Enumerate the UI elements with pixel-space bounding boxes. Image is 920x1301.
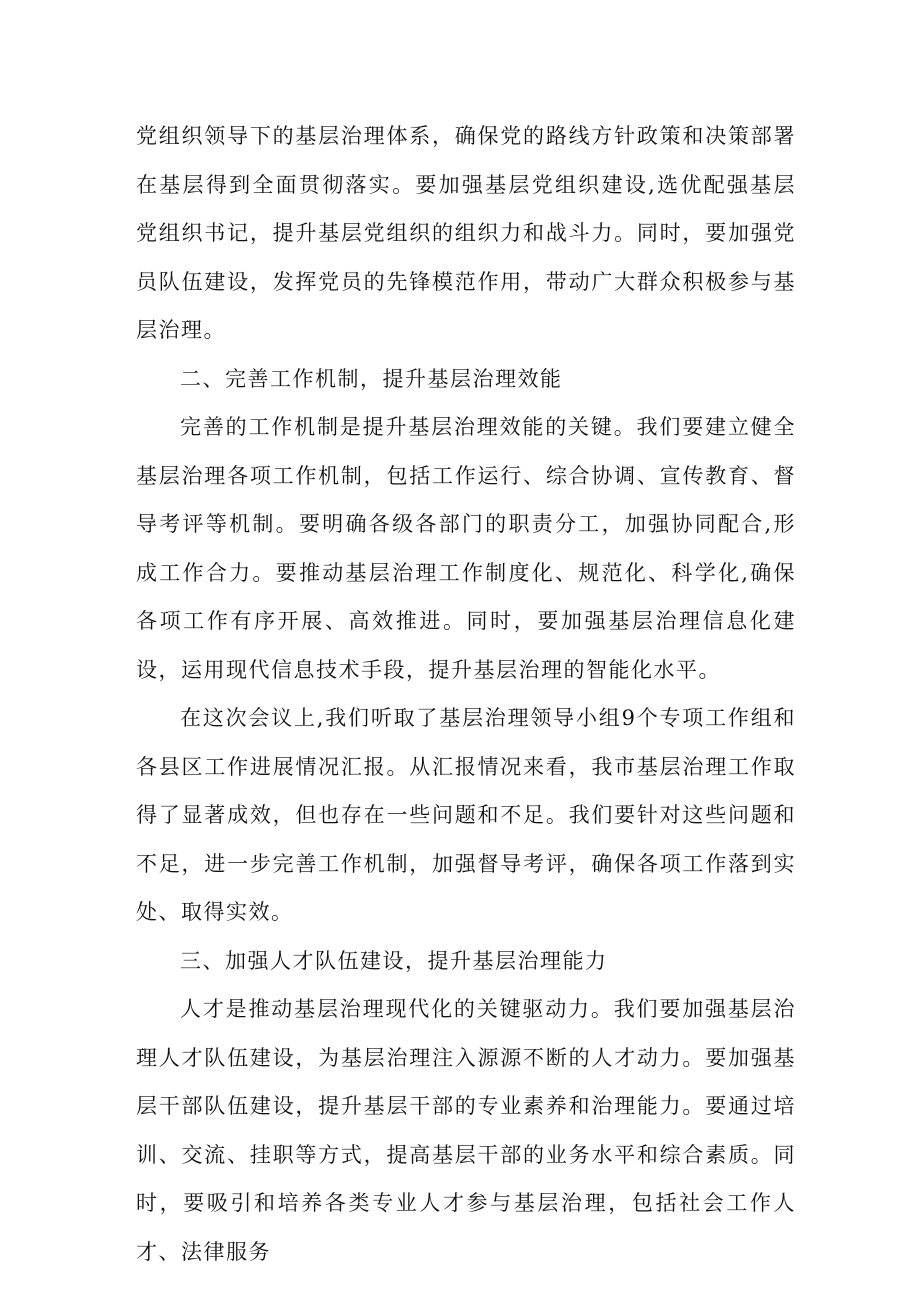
section-heading-2: 二、完善工作机制，提升基层治理效能 (180, 366, 563, 391)
section-heading-3: 三、加强人才队伍建设，提升基层治理能力 (180, 948, 608, 973)
paragraph-talent-team: 人才是推动基层治理现代化的关键驱动力。我们要加强基层治理人才队伍建设，为基层治理注入源源不断的人才动力。要加强基层干部队伍建设，提升基层干部的专业素养和治理能力。要通过培训、交流、挂职等方式，提高基层干部的业务水平和综合素质。同时，要吸引和培养各类专业人才参与基层治理，包括社会工作人才、法律服务 (136, 997, 796, 1264)
paragraph-party-organization: 党组织领导下的基层治理体系，确保党的路线方针政策和决策部署在基层得到全面贯彻落实。要加强基层党组织建设,选优配强基层党组织书记，提升基层党组织的组织力和战斗力。同时，要加强党员队伍建设，发挥党员的先锋模范作用，带动广大群众积极参与基层治理。 (136, 124, 796, 342)
paragraph-work-mechanism: 完善的工作机制是提升基层治理效能的关键。我们要建立健全基层治理各项工作机制，包括工作运行、综合协调、宣传教育、督导考评等机制。要明确各级各部门的职责分工，加强协同配合,形成工作合力。要推动基层治理工作制度化、规范化、科学化,确保各项工作有序开展、高效推进。同时，要加强基层治理信息化建设，运用现代信息技术手段，提升基层治理的智能化水平。 (136, 415, 796, 682)
document-body (136, 112, 796, 1276)
paragraph-meeting-report: 在这次会议上,我们听取了基层治理领导小组9个专项工作组和各县区工作进展情况汇报。从汇报情况来看，我市基层治理工作取得了显著成效，但也存在一些问题和不足。我们要针对这些问题和不足，进一步完善工作机制，加强督导考评，确保各项工作落到实处、取得实效。 (136, 706, 796, 924)
